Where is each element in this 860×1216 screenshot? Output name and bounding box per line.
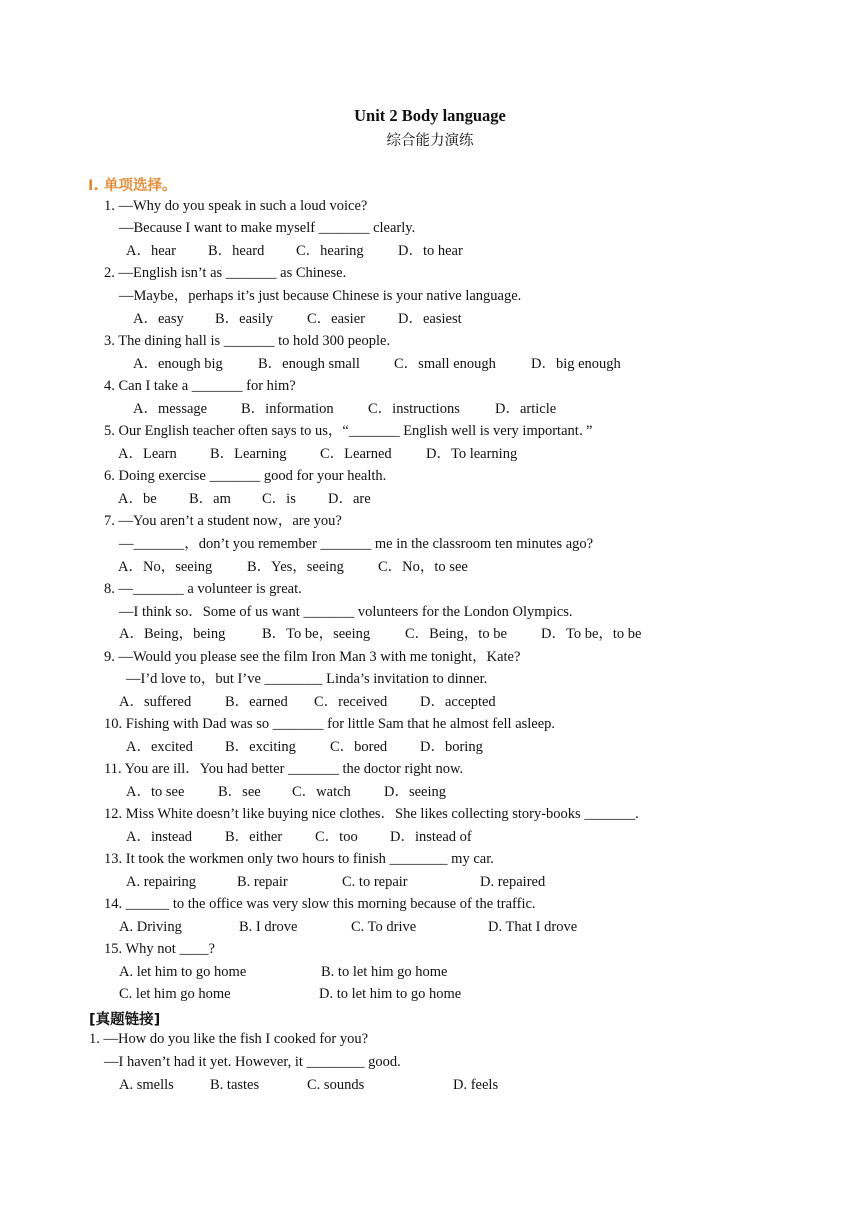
option-b: B．information: [241, 401, 334, 417]
option-b: B．exciting: [225, 739, 296, 755]
option-c: C. To drive: [351, 919, 417, 935]
option-a: A．instead: [126, 829, 193, 845]
question-1: 1. —Why do you speak in such a loud voice?: [104, 198, 368, 214]
option-c: C．bored: [330, 739, 388, 755]
option-d: D．easiest: [398, 311, 462, 327]
option-b: B．heard: [208, 243, 265, 259]
option-d: D. feels: [453, 1077, 499, 1093]
option-b: B．Learning: [210, 446, 287, 462]
option-c: C．Being，to be: [405, 626, 507, 642]
option-a: A．Being，being: [119, 626, 226, 642]
option-d: D．To be，to be: [541, 626, 642, 642]
option-d: D．to hear: [398, 243, 463, 259]
option-a: A．Learn: [118, 446, 177, 462]
option-c: C．hearing: [296, 243, 364, 259]
option-a: A. let him to go home: [119, 964, 247, 980]
option-d: D. to let him to go home: [319, 986, 462, 1002]
option-d: D．big enough: [531, 356, 621, 372]
option-b: B. I drove: [239, 919, 298, 935]
option-b: B．Yes，seeing: [247, 559, 344, 575]
option-d: D. That I drove: [488, 919, 578, 935]
question-2-reply: —Maybe，perhaps it’s just because Chinese is your native language.: [119, 288, 522, 304]
option-a: A．excited: [126, 739, 193, 755]
question-11: 11. You are ill．You had better _______ the doctor right now.: [104, 761, 464, 777]
option-a: A. Driving: [119, 919, 182, 935]
option-a: A．suffered: [119, 694, 192, 710]
option-a: A．easy: [133, 311, 184, 327]
question-12: 12. Miss White doesn’t like buying nice clothes．She likes collecting story-books _______.: [104, 806, 639, 822]
option-b: B. to let him go home: [321, 964, 448, 980]
question-6: 6. Doing exercise _______ good for your health.: [104, 468, 387, 484]
question-8: 8. —_______ a volunteer is great.: [104, 581, 302, 597]
section-heading-multiple-choice: I. 单项选择。: [88, 178, 177, 194]
option-c: C. let him go home: [119, 986, 231, 1002]
question-1-reply: —Because I want to make myself _______ clearly.: [119, 220, 416, 236]
option-b: B. tastes: [210, 1077, 260, 1093]
option-a: A．No，seeing: [118, 559, 213, 575]
option-b: B．see: [218, 784, 261, 800]
option-a: A．message: [133, 401, 208, 417]
question-3: 3. The dining hall is _______ to hold 300 people.: [104, 333, 391, 349]
option-d: D．boring: [420, 739, 483, 755]
option-b: B．earned: [225, 694, 288, 710]
question-8-reply: —I think so．Some of us want _______ volunteers for the London Olympics.: [119, 604, 573, 620]
option-b: B．To be，seeing: [262, 626, 371, 642]
option-c: C．instructions: [368, 401, 460, 417]
option-a: A．hear: [126, 243, 176, 259]
option-c: C．watch: [292, 784, 351, 800]
option-c: C．received: [314, 694, 388, 710]
option-b: B．either: [225, 829, 283, 845]
question-10: 10. Fishing with Dad was so _______ for little Sam that he almost fell asleep.: [104, 716, 556, 732]
section-heading-real-exam-link: [真题链接]: [89, 1012, 161, 1028]
question-9: 9. —Would you please see the film Iron Man 3 with me tonight，Kate?: [104, 649, 521, 665]
question-15: 15. Why not ____?: [104, 941, 215, 957]
option-c: C．is: [262, 491, 296, 507]
option-d: D. repaired: [480, 874, 546, 890]
option-c: C. to repair: [342, 874, 408, 890]
option-b: B．easily: [215, 311, 273, 327]
option-d: D．instead of: [390, 829, 472, 845]
question-2: 2. —English isn’t as _______ as Chinese.: [104, 265, 347, 281]
option-c: C．too: [315, 829, 358, 845]
question-4: 4. Can I take a _______ for him?: [104, 378, 296, 394]
question-7-reply: —_______，don’t you remember _______ me in the classroom ten minutes ago?: [119, 536, 594, 552]
option-a: A．enough big: [133, 356, 223, 372]
option-d: D．accepted: [420, 694, 496, 710]
option-c: C．easier: [307, 311, 365, 327]
option-b: B. repair: [237, 874, 288, 890]
option-c: C．Learned: [320, 446, 392, 462]
page-title: Unit 2 Body language: [354, 106, 506, 125]
exam-question-1: 1. —How do you like the fish I cooked for you?: [89, 1031, 369, 1047]
question-5: 5. Our English teacher often says to us，“_______ English well is very important．”: [104, 423, 593, 439]
option-a: A．to see: [126, 784, 185, 800]
question-7: 7. —You aren’t a student now，are you?: [104, 513, 342, 529]
option-b: B．enough small: [258, 356, 360, 372]
option-d: D．seeing: [384, 784, 447, 800]
option-c: C. sounds: [307, 1077, 365, 1093]
option-a: A．be: [118, 491, 157, 507]
option-d: D．article: [495, 401, 557, 417]
option-d: D．are: [328, 491, 371, 507]
option-d: D．To learning: [426, 446, 518, 462]
option-c: C．small enough: [394, 356, 496, 372]
question-13: 13. It took the workmen only two hours to finish ________ my car.: [104, 851, 494, 867]
question-9-reply: —I’d love to，but I’ve ________ Linda’s invitation to dinner.: [126, 671, 488, 687]
exam-question-1-reply: —I haven’t had it yet. However, it ________ good.: [104, 1054, 401, 1070]
option-a: A. repairing: [126, 874, 197, 890]
option-a: A. smells: [119, 1077, 174, 1093]
question-14: 14. ______ to the office was very slow this morning because of the traffic.: [104, 896, 536, 912]
option-c: C．No，to see: [378, 559, 468, 575]
option-b: B．am: [189, 491, 231, 507]
page-subtitle: 综合能力演练: [386, 133, 474, 149]
